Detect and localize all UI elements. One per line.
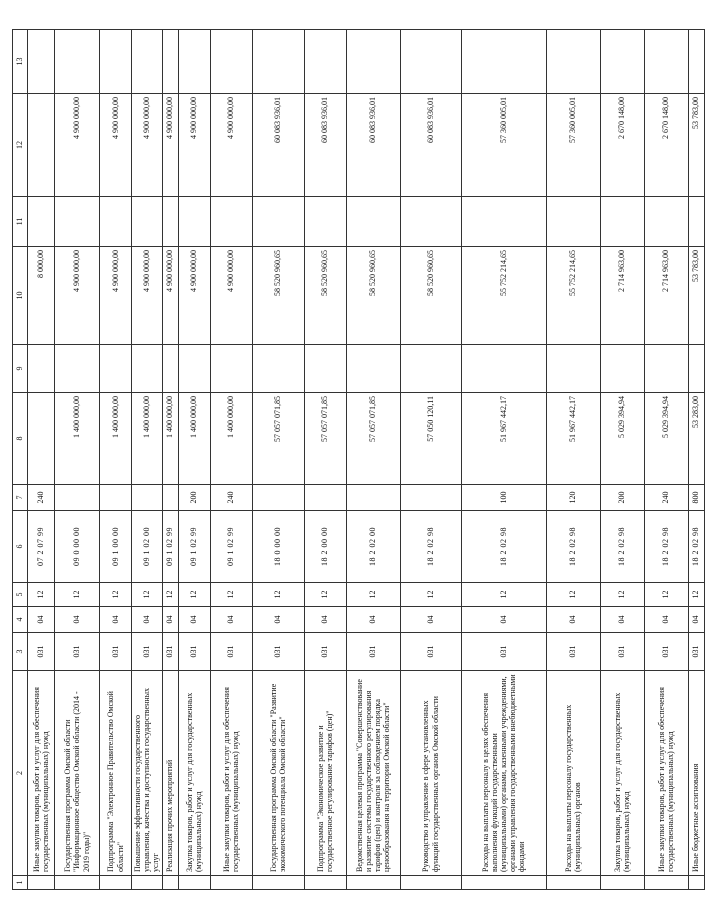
cell-amount-year1: 1 400 000,00 xyxy=(132,393,163,485)
cell-amount-year2: 58 520 960,65 xyxy=(304,247,346,345)
cell-ministry-code: 031 xyxy=(55,633,100,671)
cell-subsection: 12 xyxy=(346,583,400,607)
cell-name: Повышение эффективности государственного управления, качества и доступности государственных услуг xyxy=(132,671,163,876)
cell-amount-year2: 4 900 000,00 xyxy=(55,247,100,345)
cell-amount-year1: 53 283,00 xyxy=(688,393,704,485)
cell-name: Подпрограмма "Электронное Правительство Омской области" xyxy=(100,671,132,876)
cell-ministry-code: 031 xyxy=(28,633,55,671)
cell-section: 04 xyxy=(178,607,210,633)
cell-col11 xyxy=(178,197,210,247)
column-number-row xyxy=(13,30,28,890)
cell-col13 xyxy=(600,30,644,94)
cell-ministry-code: 031 xyxy=(132,633,163,671)
cell-amount-year3: 4 900 000,00 xyxy=(210,94,252,197)
cell-index xyxy=(55,876,100,890)
column-number: 6 xyxy=(13,511,28,583)
cell-expense-type: 240 xyxy=(644,485,688,511)
cell-target-article: 18 2 02 98 xyxy=(600,511,644,583)
cell-amount-year3: 4 900 000,00 xyxy=(100,94,132,197)
cell-ministry-code: 031 xyxy=(400,633,461,671)
cell-name: Иные закупки товаров, работ и услуг для обеспечения государственных (муниципальных) нужд xyxy=(644,671,688,876)
cell-amount-year3: 4 900 000,00 xyxy=(162,94,178,197)
cell-col11 xyxy=(28,197,55,247)
cell-ministry-code: 031 xyxy=(600,633,644,671)
cell-expense-type xyxy=(400,485,461,511)
table-body xyxy=(28,30,705,890)
cell-col13 xyxy=(178,30,210,94)
cell-target-article: 18 0 00 00 xyxy=(252,511,304,583)
cell-name: Расходы на выплаты персоналу в целях обеспечения выполнения функций государственными (муниципальными) органами, казенными учреждениями, органами управления государственными внебюджетными фондами xyxy=(461,671,546,876)
table-row xyxy=(546,30,600,890)
cell-amount-year1: 5 029 394,94 xyxy=(600,393,644,485)
cell-col9 xyxy=(688,345,704,393)
cell-section: 04 xyxy=(100,607,132,633)
cell-name: Реализация прочих мероприятий xyxy=(162,671,178,876)
column-number: 13 xyxy=(13,30,28,94)
cell-ministry-code: 031 xyxy=(100,633,132,671)
cell-name: Подпрограмма "Экономическое развитие и государственное регулирование тарифов (цен)" xyxy=(304,671,346,876)
cell-ministry-code: 031 xyxy=(252,633,304,671)
cell-target-article: 09 1 02 99 xyxy=(210,511,252,583)
cell-col11 xyxy=(252,197,304,247)
cell-name: Иные бюджетные ассигнования xyxy=(688,671,704,876)
cell-col13 xyxy=(210,30,252,94)
cell-subsection: 12 xyxy=(252,583,304,607)
cell-index xyxy=(600,876,644,890)
cell-amount-year2: 58 520 960,65 xyxy=(252,247,304,345)
cell-ministry-code: 031 xyxy=(304,633,346,671)
column-number: 9 xyxy=(13,345,28,393)
cell-amount-year2: 55 752 214,65 xyxy=(461,247,546,345)
cell-amount-year3: 60 083 936,01 xyxy=(346,94,400,197)
cell-expense-type: 100 xyxy=(461,485,546,511)
cell-index xyxy=(546,876,600,890)
cell-amount-year1: 57 050 120,11 xyxy=(400,393,461,485)
cell-expense-type xyxy=(162,485,178,511)
cell-col13 xyxy=(546,30,600,94)
cell-ministry-code: 031 xyxy=(162,633,178,671)
cell-amount-year2: 4 900 000,00 xyxy=(100,247,132,345)
cell-name: Закупка товаров, работ и услуг для государственных (муниципальных) нужд xyxy=(178,671,210,876)
table-row xyxy=(304,30,346,890)
cell-name: Государственная программа Омской области "Информационное общество Омской области (2014 - 2019 годы)" xyxy=(55,671,100,876)
cell-amount-year1: 1 400 000,00 xyxy=(162,393,178,485)
cell-amount-year2: 4 900 000,00 xyxy=(162,247,178,345)
cell-expense-type xyxy=(55,485,100,511)
cell-col13 xyxy=(400,30,461,94)
cell-target-article: 07 2 07 99 xyxy=(28,511,55,583)
cell-subsection: 12 xyxy=(461,583,546,607)
cell-index xyxy=(400,876,461,890)
cell-amount-year3: 60 083 936,01 xyxy=(400,94,461,197)
cell-amount-year3: 2 670 148,00 xyxy=(600,94,644,197)
cell-amount-year3: 60 083 936,01 xyxy=(304,94,346,197)
cell-col11 xyxy=(210,197,252,247)
cell-amount-year2: 58 520 960,65 xyxy=(400,247,461,345)
cell-col13 xyxy=(461,30,546,94)
cell-amount-year3: 4 900 000,00 xyxy=(178,94,210,197)
table-row xyxy=(252,30,304,890)
cell-target-article: 09 1 02 99 xyxy=(178,511,210,583)
cell-expense-type xyxy=(132,485,163,511)
cell-section: 04 xyxy=(210,607,252,633)
cell-amount-year1: 57 057 071,85 xyxy=(252,393,304,485)
cell-index xyxy=(346,876,400,890)
cell-section: 04 xyxy=(400,607,461,633)
cell-amount-year2: 4 900 000,00 xyxy=(132,247,163,345)
cell-section: 04 xyxy=(55,607,100,633)
cell-amount-year1: 1 400 000,00 xyxy=(100,393,132,485)
cell-subsection: 12 xyxy=(162,583,178,607)
cell-col9 xyxy=(28,345,55,393)
cell-amount-year3: 4 900 000,00 xyxy=(55,94,100,197)
cell-col9 xyxy=(132,345,163,393)
cell-subsection: 12 xyxy=(644,583,688,607)
cell-amount-year3 xyxy=(28,94,55,197)
cell-subsection: 12 xyxy=(28,583,55,607)
cell-amount-year2: 4 900 000,00 xyxy=(210,247,252,345)
cell-col11 xyxy=(100,197,132,247)
cell-col11 xyxy=(644,197,688,247)
table-row xyxy=(688,30,704,890)
column-number: 11 xyxy=(13,197,28,247)
cell-section: 04 xyxy=(644,607,688,633)
cell-amount-year2: 53 783,00 xyxy=(688,247,704,345)
cell-col9 xyxy=(461,345,546,393)
cell-ministry-code: 031 xyxy=(346,633,400,671)
cell-ministry-code: 031 xyxy=(178,633,210,671)
cell-index xyxy=(688,876,704,890)
cell-index xyxy=(132,876,163,890)
cell-amount-year1: 51 967 442,17 xyxy=(546,393,600,485)
cell-subsection: 12 xyxy=(304,583,346,607)
cell-col11 xyxy=(132,197,163,247)
cell-target-article: 09 0 00 00 xyxy=(55,511,100,583)
table-row xyxy=(600,30,644,890)
cell-subsection: 12 xyxy=(688,583,704,607)
cell-target-article: 18 2 02 98 xyxy=(644,511,688,583)
cell-col11 xyxy=(55,197,100,247)
cell-ministry-code: 031 xyxy=(644,633,688,671)
cell-amount-year1: 5 029 394,94 xyxy=(644,393,688,485)
cell-subsection: 12 xyxy=(600,583,644,607)
cell-amount-year1: 51 967 442,17 xyxy=(461,393,546,485)
cell-col9 xyxy=(100,345,132,393)
cell-target-article: 18 2 02 98 xyxy=(400,511,461,583)
cell-index xyxy=(178,876,210,890)
cell-col13 xyxy=(252,30,304,94)
cell-index xyxy=(461,876,546,890)
cell-amount-year3: 57 360 005,01 xyxy=(461,94,546,197)
cell-ministry-code: 031 xyxy=(688,633,704,671)
cell-expense-type: 800 xyxy=(688,485,704,511)
cell-expense-type xyxy=(100,485,132,511)
cell-amount-year3: 4 900 000,00 xyxy=(132,94,163,197)
cell-col11 xyxy=(461,197,546,247)
cell-amount-year3: 53 783,00 xyxy=(688,94,704,197)
cell-target-article: 09 1 02 00 xyxy=(132,511,163,583)
cell-section: 04 xyxy=(304,607,346,633)
cell-col11 xyxy=(400,197,461,247)
cell-col11 xyxy=(600,197,644,247)
cell-subsection: 12 xyxy=(178,583,210,607)
cell-amount-year3: 60 083 936,01 xyxy=(252,94,304,197)
cell-target-article: 18 2 02 98 xyxy=(546,511,600,583)
cell-expense-type: 120 xyxy=(546,485,600,511)
cell-name: Иные закупки товаров, работ и услуг для обеспечения государственных (муниципальных) нужд xyxy=(28,671,55,876)
column-number: 7 xyxy=(13,485,28,511)
cell-col9 xyxy=(162,345,178,393)
cell-col11 xyxy=(546,197,600,247)
cell-col9 xyxy=(304,345,346,393)
cell-expense-type: 240 xyxy=(28,485,55,511)
cell-section: 04 xyxy=(28,607,55,633)
cell-target-article: 18 2 02 00 xyxy=(346,511,400,583)
cell-amount-year2: 4 900 000,00 xyxy=(178,247,210,345)
cell-section: 04 xyxy=(546,607,600,633)
table-row xyxy=(162,30,178,890)
cell-index xyxy=(644,876,688,890)
cell-col11 xyxy=(346,197,400,247)
table-row xyxy=(400,30,461,890)
cell-col13 xyxy=(304,30,346,94)
cell-col13 xyxy=(55,30,100,94)
column-number: 8 xyxy=(13,393,28,485)
cell-expense-type: 240 xyxy=(210,485,252,511)
cell-expense-type: 200 xyxy=(600,485,644,511)
cell-amount-year3: 57 360 005,01 xyxy=(546,94,600,197)
cell-col13 xyxy=(644,30,688,94)
cell-section: 04 xyxy=(132,607,163,633)
cell-col13 xyxy=(162,30,178,94)
cell-index xyxy=(252,876,304,890)
cell-col9 xyxy=(644,345,688,393)
cell-amount-year1: 1 400 000,00 xyxy=(55,393,100,485)
cell-amount-year2: 55 752 214,65 xyxy=(546,247,600,345)
table-row xyxy=(100,30,132,890)
table-row xyxy=(178,30,210,890)
cell-expense-type xyxy=(252,485,304,511)
cell-index xyxy=(162,876,178,890)
cell-amount-year3: 2 670 148,00 xyxy=(644,94,688,197)
column-number: 10 xyxy=(13,247,28,345)
cell-col9 xyxy=(346,345,400,393)
cell-col13 xyxy=(132,30,163,94)
column-number: 5 xyxy=(13,583,28,607)
cell-section: 04 xyxy=(600,607,644,633)
cell-section: 04 xyxy=(461,607,546,633)
table-row xyxy=(55,30,100,890)
column-number: 1 xyxy=(13,876,28,890)
cell-section: 04 xyxy=(162,607,178,633)
column-number: 3 xyxy=(13,633,28,671)
cell-col9 xyxy=(210,345,252,393)
rotated-page xyxy=(12,30,701,890)
table-row xyxy=(346,30,400,890)
cell-name: Руководство и управление в сфере установленных функций государственных органов Омской области xyxy=(400,671,461,876)
cell-amount-year1: 1 400 000,00 xyxy=(210,393,252,485)
cell-amount-year1: 1 400 000,00 xyxy=(178,393,210,485)
cell-subsection: 12 xyxy=(132,583,163,607)
cell-col9 xyxy=(252,345,304,393)
cell-index xyxy=(304,876,346,890)
cell-amount-year1 xyxy=(28,393,55,485)
cell-amount-year2: 8 000,00 xyxy=(28,247,55,345)
cell-amount-year1: 57 057 071,85 xyxy=(346,393,400,485)
cell-expense-type xyxy=(346,485,400,511)
cell-col11 xyxy=(688,197,704,247)
column-number: 2 xyxy=(13,671,28,876)
cell-name: Иные закупки товаров, работ и услуг для обеспечения государственных (муниципальных) нужд xyxy=(210,671,252,876)
column-number: 4 xyxy=(13,607,28,633)
table-row xyxy=(132,30,163,890)
cell-col9 xyxy=(178,345,210,393)
cell-target-article: 09 1 02 99 xyxy=(162,511,178,583)
cell-subsection: 12 xyxy=(400,583,461,607)
cell-name: Расходы на выплаты персоналу государственных (муниципальных) органов xyxy=(546,671,600,876)
cell-subsection: 12 xyxy=(100,583,132,607)
cell-col9 xyxy=(55,345,100,393)
column-number: 12 xyxy=(13,94,28,197)
cell-section: 04 xyxy=(688,607,704,633)
cell-name: Государственная программа Омской области "Развитие экономического потенциала Омской области" xyxy=(252,671,304,876)
cell-target-article: 18 2 02 98 xyxy=(688,511,704,583)
cell-name: Закупка товаров, работ и услуг для государственных (муниципальных) нужд xyxy=(600,671,644,876)
cell-amount-year2: 58 520 960,65 xyxy=(346,247,400,345)
cell-name: Ведомственная целевая программа "Совершенствование и развитие системы государственного регулирования тарифов (цен) и контроля за соблюдением порядка ценообразования на территории Омской области" xyxy=(346,671,400,876)
cell-ministry-code: 031 xyxy=(210,633,252,671)
cell-subsection: 12 xyxy=(210,583,252,607)
cell-col9 xyxy=(546,345,600,393)
cell-col13 xyxy=(346,30,400,94)
cell-col13 xyxy=(688,30,704,94)
table-row xyxy=(210,30,252,890)
budget-table xyxy=(12,29,705,890)
cell-target-article: 18 2 00 00 xyxy=(304,511,346,583)
cell-ministry-code: 031 xyxy=(461,633,546,671)
cell-target-article: 09 1 00 00 xyxy=(100,511,132,583)
cell-section: 04 xyxy=(252,607,304,633)
cell-index xyxy=(28,876,55,890)
cell-amount-year2: 2 714 963,00 xyxy=(644,247,688,345)
cell-expense-type xyxy=(304,485,346,511)
cell-expense-type: 200 xyxy=(178,485,210,511)
table-row xyxy=(644,30,688,890)
cell-subsection: 12 xyxy=(546,583,600,607)
table-row xyxy=(461,30,546,890)
cell-subsection: 12 xyxy=(55,583,100,607)
cell-col13 xyxy=(100,30,132,94)
cell-amount-year2: 2 714 963,00 xyxy=(600,247,644,345)
cell-col11 xyxy=(304,197,346,247)
cell-col11 xyxy=(162,197,178,247)
cell-col13 xyxy=(28,30,55,94)
cell-section: 04 xyxy=(346,607,400,633)
cell-amount-year1: 57 057 071,85 xyxy=(304,393,346,485)
table-row xyxy=(28,30,55,890)
cell-index xyxy=(210,876,252,890)
cell-ministry-code: 031 xyxy=(546,633,600,671)
cell-target-article: 18 2 02 98 xyxy=(461,511,546,583)
cell-col9 xyxy=(400,345,461,393)
cell-col9 xyxy=(600,345,644,393)
cell-index xyxy=(100,876,132,890)
